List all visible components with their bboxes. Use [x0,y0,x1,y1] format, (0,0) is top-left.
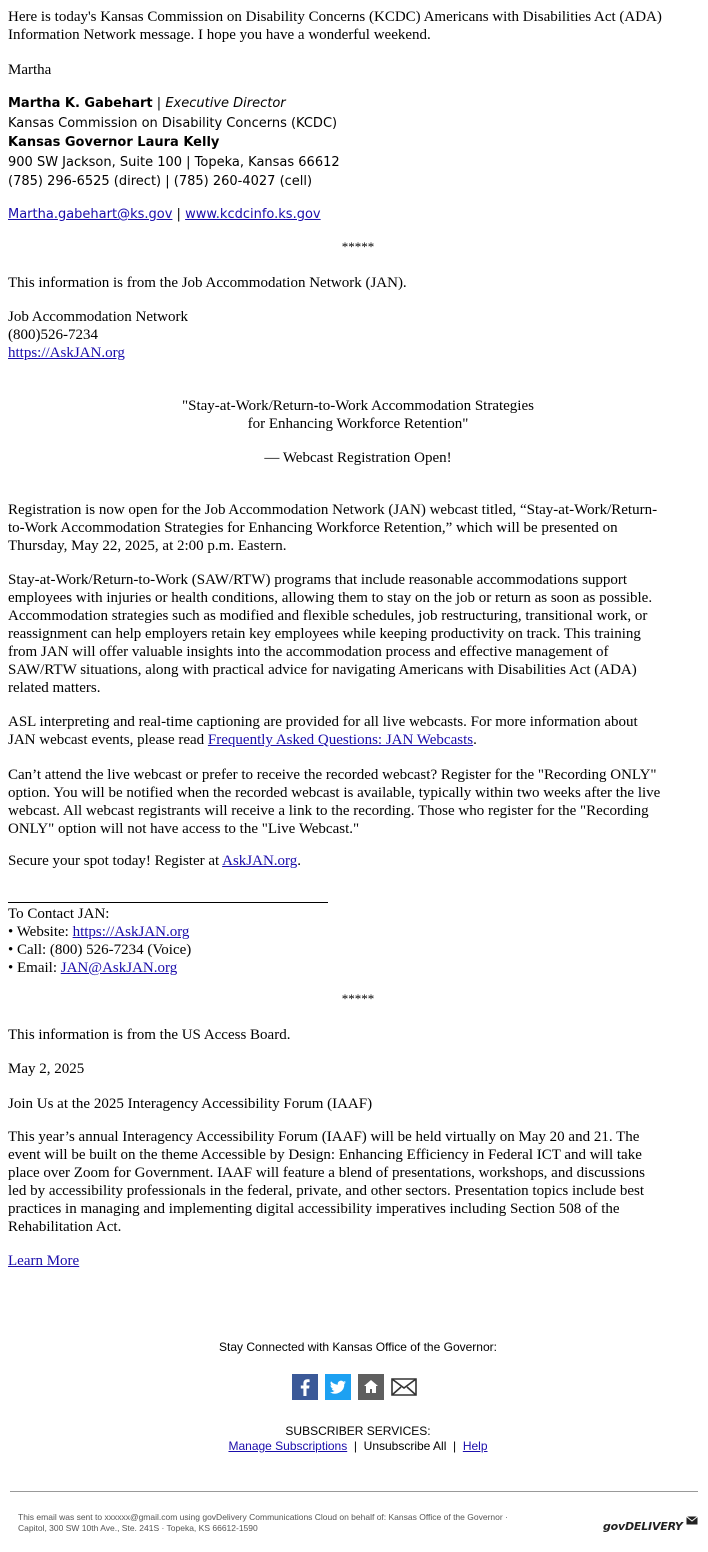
jan-org-url[interactable]: https://AskJAN.org [8,345,125,361]
subscriber-services-title: SUBSCRIBER SERVICES: [285,1424,431,1438]
signature-email-link[interactable]: Martha.gabehart@ks.gov [8,207,173,222]
jan-title [0,397,708,433]
register-askjan-link[interactable]: AskJAN.org [222,853,298,869]
jan-paragraph-5: Secure your spot today! Register at AskJAN.org. [8,853,302,869]
manage-subscriptions-link[interactable]: Manage Subscriptions [228,1439,348,1453]
access-board-source: This information is from the US Access Board. [8,1027,291,1043]
signature-title: Executive Director [165,96,286,111]
contact-divider-line [8,902,328,903]
jan-paragraph-4: Can’t attend the live webcast or prefer to receive the recorded webcast? Register for the "Recording ONLY" option. You will be notified when the recorded webcast is available, typically within two weeks after the live webcast. All webcast registrants will receive a link to the recording. Those who register for the "Recording ONLY" option will not have access to the "Live Webcast." [8,767,661,837]
signature-website-link[interactable]: www.kcdcinfo.ks.gov [185,207,321,222]
intro [8,8,708,44]
unsubscribe-all-text: Unsubscribe All [363,1439,447,1453]
jan-title-line-1: "Stay-at-Work/Return-to-Work Accommodation Strategies [182,398,534,414]
facebook-icon[interactable] [292,1374,318,1400]
jan-contact-call: • Call: (800) 526-7234 (Voice) [8,942,192,958]
jan-subtitle: — Webcast Registration Open! [264,450,452,466]
jan-contact-title: To Contact JAN: [8,906,110,922]
divider: ***** [341,239,375,254]
intro-name: Martha [8,62,52,78]
access-board-date: May 2, 2025 [8,1061,85,1077]
help-link[interactable]: Help [462,1439,488,1453]
subscriber-services: SUBSCRIBER SERVICES: Manage Subscriptions | Unsubscribe All | Help [0,1424,708,1454]
jan-contact-website-link[interactable]: https://AskJAN.org [72,924,190,940]
jan-paragraph-1: Registration is now open for the Job Accommodation Network (JAN) webcast titled, “Stay-at-Work/Return- to-Work Accommodation Strategies for Enhancing Workforce Retention,” which will be presented on Thursday, May 22, 2025, at 2:00 p.m. Eastern. [8,502,658,554]
jan-org-block [8,308,188,362]
faq-webcasts-link[interactable]: Frequently Asked Questions: JAN Webcasts [207,732,474,748]
social-icons [292,1374,417,1400]
intro-line-1: Here is today's Kansas Commission on Disability Concerns (KCDC) Americans with Disabilities Act (ADA) [8,9,662,25]
email-icon[interactable] [391,1374,417,1400]
footer-divider-line [10,1491,698,1492]
govdelivery-logo: govDELIVERY [603,1520,683,1533]
stay-connected-text: Stay Connected with Kansas Office of the Governor: [219,1340,497,1354]
jan-title-line-2: for Enhancing Workforce Retention" [247,416,469,432]
signature-phones: (785) 296-6525 (direct) | (785) 260-4027 (cell) [8,174,313,189]
jan-org-phone: (800)526-7234 [8,327,98,343]
intro-line-2: Information Network message. I hope you have a wonderful weekend. [8,27,431,43]
signature-links [8,205,321,225]
jan-source: This information is from the Job Accommodation Network (JAN). [8,275,407,291]
twitter-icon[interactable] [325,1374,351,1400]
signature-block [8,94,340,192]
learn-more-link[interactable]: Learn More [8,1253,80,1269]
signature-link-separator: | [172,207,186,222]
signature-address: 900 SW Jackson, Suite 100 | Topeka, Kansas 66612 [8,154,340,170]
jan-paragraph-3: ASL interpreting and real-time captioning are provided for all live webcasts. For more information about JAN webcast events, please read Frequently Asked Questions: JAN Webcasts. [8,714,638,748]
signature-org: Kansas Commission on Disability Concerns (KCDC) [8,115,338,131]
govdelivery-envelope-icon [686,1512,698,1530]
jan-org-name: Job Accommodation Network [8,309,188,325]
jan-contact-block: To Contact JAN: • Website: https://AskJAN.org • Call: (800) 526-7234 (Voice) • Email: JAN@AskJAN.org [8,906,192,976]
legal-text: This email was sent to xxxxxx@gmail.com using govDelivery Communications Cloud on behalf of: Kansas Office of the Governor · Capitol, 300 SW 10th Ave., Ste. 241S · Topeka, KS 66612-1590 [18,1512,508,1533]
access-board-headline: Join Us at the 2025 Interagency Accessibility Forum (IAAF) [8,1096,373,1112]
access-board-paragraph: This year’s annual Interagency Accessibility Forum (IAAF) will be held virtually on May 20 and 21. The event will be built on the theme Accessible by Design: Enhancing Efficiency in Federal ICT and will take place over Zoom for Government. IAAF will feature a blend of presentations, workshops, and discussions led by accessibility professionals in the federal, private, and other sectors. Presentation topics include best practices in managing and implementing digital accessibility imperatives including Section 508 of the Rehabilitation Act. [8,1129,645,1235]
signature-governor: Kansas Governor Laura Kelly [8,135,220,150]
signature-name: Martha K. Gabehart [8,96,153,111]
jan-contact-email-link[interactable]: JAN@AskJAN.org [60,960,178,976]
learn-more-wrap [8,1252,79,1270]
signature-separator: | [152,96,166,111]
home-icon[interactable] [358,1374,384,1400]
divider-2: ***** [341,991,375,1006]
jan-paragraph-2: Stay-at-Work/Return-to-Work (SAW/RTW) programs that include reasonable accommodations support employees with injuries or health conditions, allowing them to stay on the job or return as soon as possible. Accommodation strategies such as modified and flexible schedules, job restructuring, transitional work, or reassignment can help employers retain key employees while keeping productivity on track. This training from JAN will offer valuable insights into the accommodation process and effective management of SAW/RTW situations, along with practical advice for navigating Americans with Disabilities Act (ADA) related matters. [8,572,653,696]
